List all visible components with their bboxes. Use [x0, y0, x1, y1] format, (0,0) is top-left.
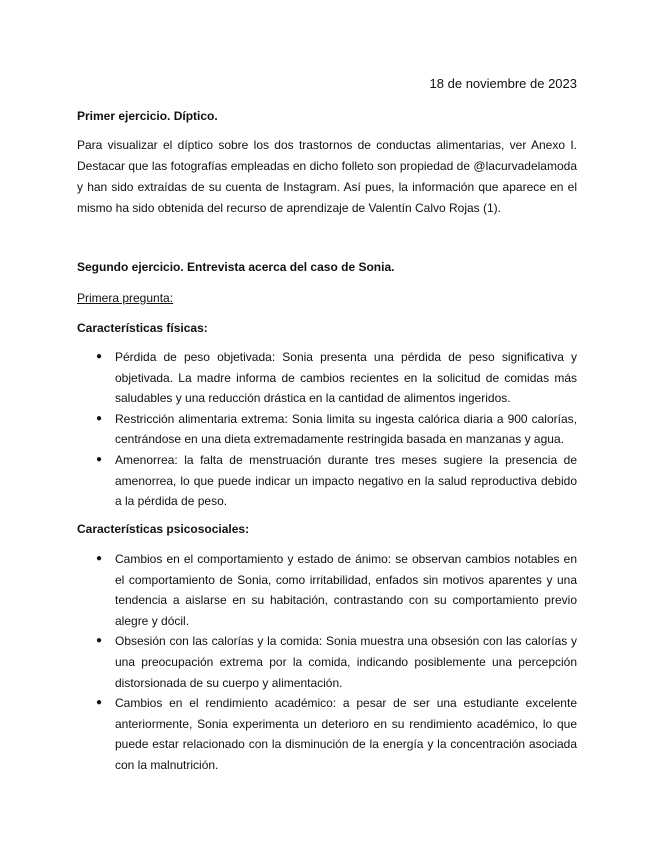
bullet-icon: ●: [96, 697, 103, 709]
physical-list: [77, 347, 577, 512]
bullet-icon: ●: [96, 553, 103, 564]
list-item: ● Amenorrea: la falta de menstruación durante tres meses sugiere la presencia de amenorrea, lo que puede indicar un impacto negativo en la salud reproductiva debido a la pérdida de peso.: [77, 450, 577, 512]
list-item: ● Restricción alimentaria extrema: Sonia limita su ingesta calórica diaria a 900 calorías, centrándose en una dieta extremadamente restringida basada en manzanas y agua.: [77, 409, 577, 450]
list-item: ● Pérdida de peso objetivada: Sonia presenta una pérdida de peso significativa y objetivada. La madre informa de cambios recientes en la solicitud de comidas más saludables y una reducción drástica en la cantidad de alimentos ingeridos.: [77, 347, 577, 409]
list-item: ● Cambios en el rendimiento académico: a pesar de ser una estudiante excelente anteriormente, Sonia experimenta un deterioro en su rendimiento académico, lo que puede estar relacionado con la disminución de la energía y la concentración asociada con la malnutrición.: [77, 693, 577, 775]
bullet-icon: ●: [96, 351, 103, 362]
bullet-icon: ●: [96, 412, 103, 424]
bullet-icon: ●: [96, 453, 103, 465]
list-item: ● Obsesión con las calorías y la comida: Sonia muestra una obsesión con las calorías y una preocupación extrema por la comida, indicando posiblemente una percepción distorsionada de su cuerpo y alimentación.: [77, 631, 577, 693]
document-date: 18 de noviembre de 2023: [429, 76, 577, 91]
section2-subtitle: Primera pregunta:: [77, 291, 174, 305]
list-item: ● Cambios en el comportamiento y estado de ánimo: se observan cambios notables en el comportamiento de Sonia, como irritabilidad, enfados sin motivos aparentes y una tendencia a aislarse en su habitación, contrastando con su comportamiento previo alegre y dócil.: [77, 549, 577, 631]
section1-paragraph: Para visualizar el díptico sobre los dos trastornos de conductas alimentarias, ver Anexo I. Destacar que las fotografías empleadas en dicho folleto son propiedad de @lacurvadelamoda y han sido extraídas de su cuenta de Instagram. Así pues, la información que aparece en el mismo ha sido obtenida del recurso de aprendizaje de Valentín Calvo Rojas (1).: [77, 138, 577, 215]
section2-title: Segundo ejercicio. Entrevista acerca del caso de Sonia.: [77, 260, 395, 274]
section1-title: Primer ejercicio. Díptico.: [77, 109, 218, 123]
physical-heading: Características físicas:: [77, 321, 208, 335]
psychosocial-list: [77, 549, 577, 776]
psychosocial-heading: Características psicosociales:: [77, 522, 250, 536]
bullet-icon: ●: [96, 635, 103, 647]
